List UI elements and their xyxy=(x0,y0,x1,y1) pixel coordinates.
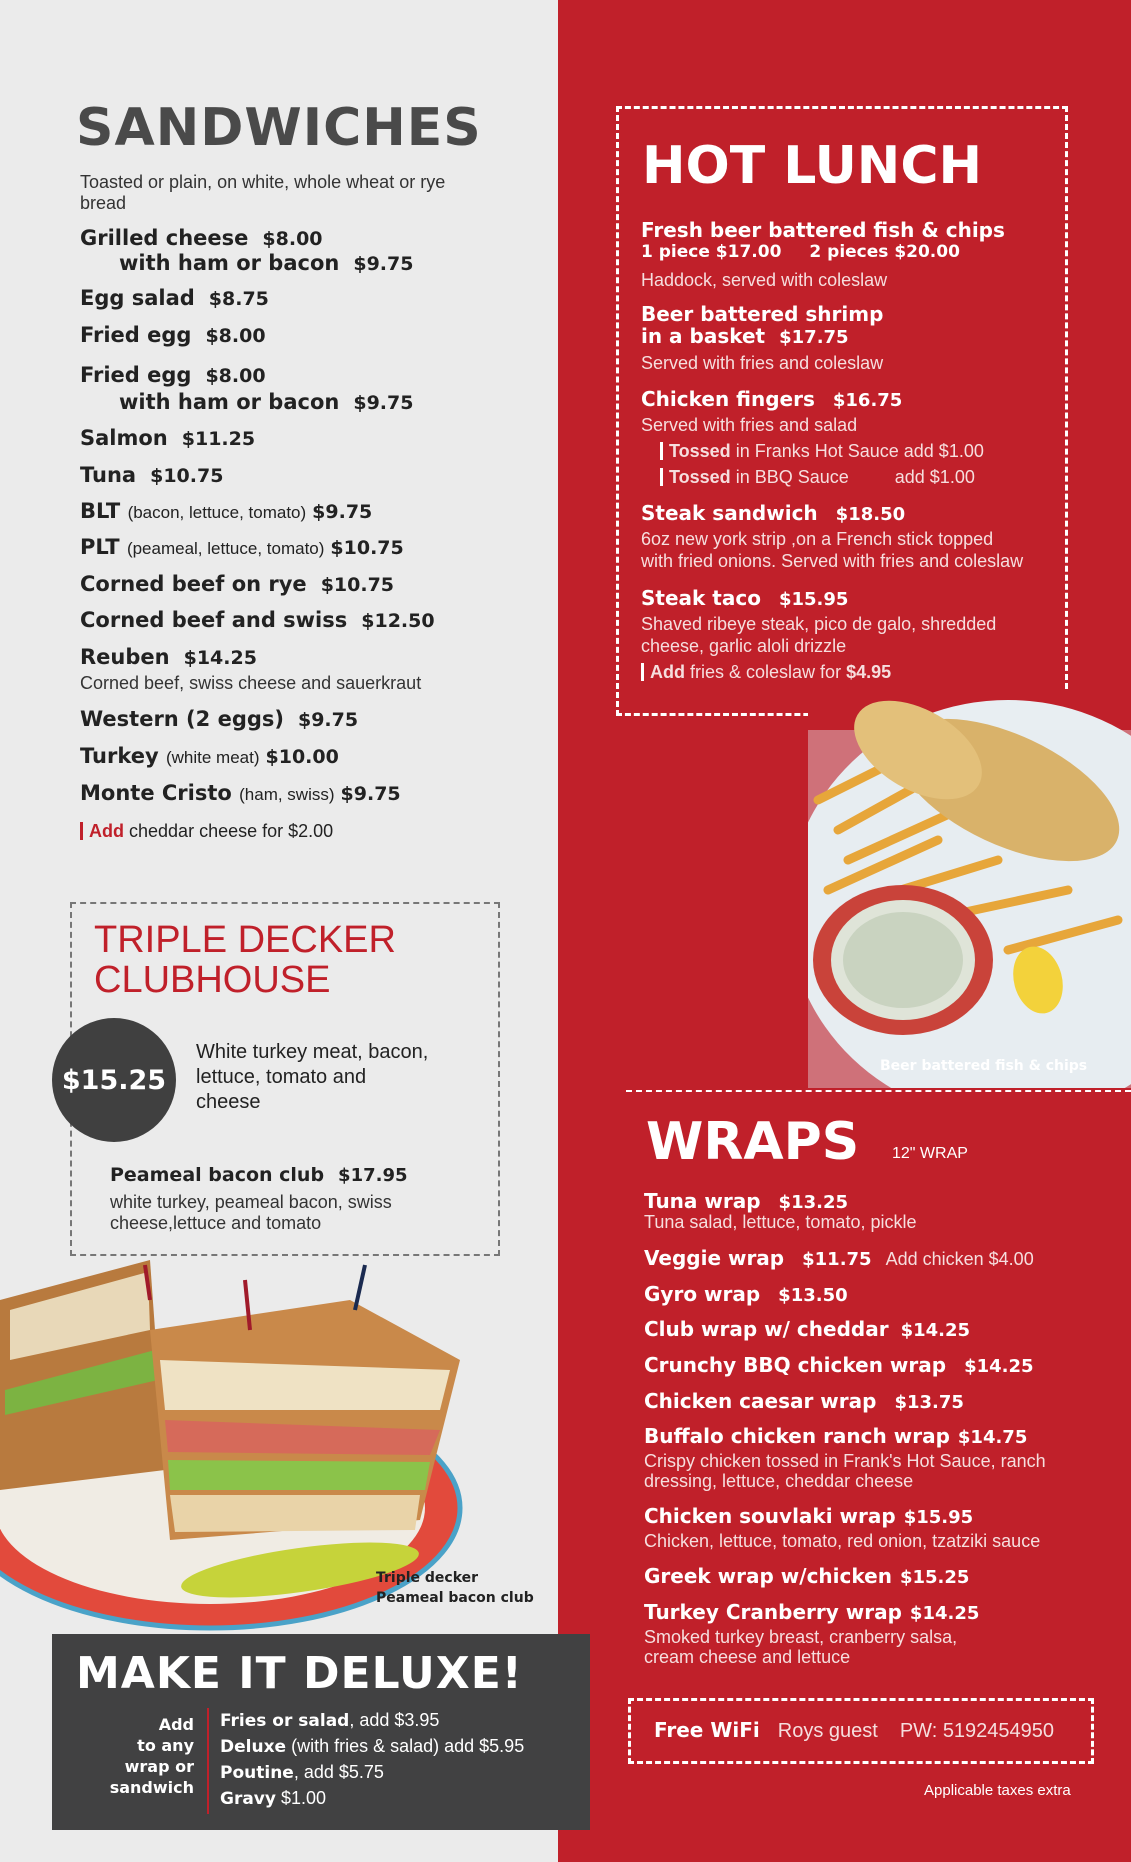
wraps-subtitle: 12" WRAP xyxy=(892,1145,968,1162)
add-on-line: Add cheddar cheese for $2.00 xyxy=(80,821,333,842)
item-description: Chicken, lettuce, tomato, red onion, tzatziki sauce xyxy=(644,1531,1041,1551)
menu-item: Corned beef on rye $10.75 xyxy=(80,572,395,596)
menu-item: Grilled cheese $8.00 xyxy=(80,226,323,250)
hot-lunch-heading: HOT LUNCH xyxy=(642,136,983,196)
menu-item: Chicken caesar wrap $13.75 xyxy=(644,1389,964,1413)
menu-item: Corned beef and swiss $12.50 xyxy=(80,608,435,632)
item-description: Served with fries and coleslaw xyxy=(641,353,884,373)
menu-item: Gyro wrap $13.50 xyxy=(644,1282,848,1306)
item-description: 6oz new york strip ,on a French stick topped xyxy=(641,529,994,549)
menu-item: Monte Cristo (ham, swiss) $9.75 xyxy=(80,781,401,805)
menu-item: Western (2 eggs) $9.75 xyxy=(80,707,359,731)
triple-decker-title: TRIPLE DECKER CLUBHOUSE xyxy=(94,919,396,1001)
item-description: white turkey, peameal bacon, swiss xyxy=(110,1192,392,1212)
triple-decker-description: White turkey meat, bacon, lettuce, tomato and cheese xyxy=(196,1041,429,1113)
photo-caption: Beer battered fish & chips xyxy=(880,1058,1088,1074)
menu-item: Buffalo chicken ranch wrap $14.75 xyxy=(644,1424,1028,1448)
item-description: cheese,lettuce and tomato xyxy=(110,1213,322,1233)
divider xyxy=(660,442,663,460)
menu-item: Chicken souvlaki wrap $15.95 xyxy=(644,1504,974,1528)
item-description: Shaved ribeye steak, pico de galo, shredded xyxy=(641,614,997,634)
deluxe-title: MAKE IT DELUXE! xyxy=(76,1648,523,1699)
menu-item: Tuna $10.75 xyxy=(80,463,224,487)
divider xyxy=(626,1090,1131,1092)
menu-item: Veggie wrap $11.75 Add chicken $4.00 xyxy=(644,1246,1034,1270)
item-description: dressing, lettuce, cheddar cheese xyxy=(644,1471,914,1491)
menu-item: with ham or bacon $9.75 xyxy=(119,390,414,414)
menu-item: Fresh beer battered fish & chips xyxy=(641,218,1005,242)
add-on-line: Add fries & coleslaw for $4.95 xyxy=(641,662,891,683)
item-description: with fried onions. Served with fries and coleslaw xyxy=(641,551,1024,571)
menu-item: Greek wrap w/chicken $15.25 xyxy=(644,1564,970,1588)
item-description: cheese, garlic aloli drizzle xyxy=(641,636,847,656)
sandwiches-heading: SANDWICHES xyxy=(76,98,482,158)
item-description: Served with fries and salad xyxy=(641,415,858,435)
deluxe-side-label: Add to any wrap or sandwich xyxy=(109,1715,194,1797)
item-description: cream cheese and lettuce xyxy=(644,1647,851,1667)
divider xyxy=(207,1708,209,1814)
fish-and-chips-photo xyxy=(808,690,1131,1088)
item-description: Tuna salad, lettuce, tomato, pickle xyxy=(644,1212,917,1232)
menu-item: Salmon $11.25 xyxy=(80,426,256,450)
menu-item: Steak sandwich $18.50 xyxy=(641,501,906,525)
item-description: Corned beef, swiss cheese and sauerkraut xyxy=(80,673,422,693)
divider xyxy=(80,822,83,840)
item-description: Haddock, served with coleslaw xyxy=(641,270,888,290)
menu-item: Peameal bacon club $17.95 xyxy=(110,1164,408,1186)
menu-item: Fried egg $8.00 xyxy=(80,363,266,387)
menu-item: Tuna wrap $13.25 xyxy=(644,1189,849,1213)
wraps-heading: WRAPS xyxy=(646,1112,860,1172)
menu-item: with ham or bacon $9.75 xyxy=(119,251,414,275)
menu-item: BLT (bacon, lettuce, tomato) $9.75 xyxy=(80,499,373,523)
menu-item: Beer battered shrimp xyxy=(641,302,884,326)
wifi-info: Free WiFi Roys guest PW: 5192454950 xyxy=(654,1718,1055,1742)
photo-caption: Peameal bacon club xyxy=(376,1590,534,1606)
add-on-line: Tossed in BBQ Sauce add $1.00 xyxy=(660,467,975,488)
menu-item: Crunchy BBQ chicken wrap $14.25 xyxy=(644,1353,1034,1377)
item-description: Smoked turkey breast, cranberry salsa, xyxy=(644,1627,958,1647)
menu-item: in a basket $17.75 xyxy=(641,324,849,348)
price-badge: $15.25 xyxy=(52,1018,176,1142)
taxes-note: Applicable taxes extra xyxy=(924,1782,1071,1799)
photo-caption: Triple decker xyxy=(376,1570,479,1586)
sandwiches-intro: Toasted or plain, on white, whole wheat or rye bread xyxy=(80,172,446,213)
menu-item: Steak taco $15.95 xyxy=(641,586,849,610)
add-on-line: Tossed in Franks Hot Sauce add $1.00 xyxy=(660,441,984,462)
menu-item: Egg salad $8.75 xyxy=(80,286,269,310)
menu-item: Turkey Cranberry wrap $14.25 xyxy=(644,1600,980,1624)
deluxe-options: Fries or salad, add $3.95 Deluxe (with fries & salad) add $5.95 Poutine, add $5.75 Gravy $1.00 xyxy=(220,1710,525,1809)
divider xyxy=(641,663,644,681)
menu-item: Reuben $14.25 xyxy=(80,645,257,669)
menu-item: Fried egg $8.00 xyxy=(80,323,266,347)
menu-item: PLT (peameal, lettuce, tomato) $10.75 xyxy=(80,535,404,559)
menu-item: Chicken fingers $16.75 xyxy=(641,387,903,411)
divider xyxy=(660,468,663,486)
item-description: Crispy chicken tossed in Frank's Hot Sauce, ranch xyxy=(644,1451,1046,1471)
menu-item: Turkey (white meat) $10.00 xyxy=(80,744,339,768)
menu-item: Club wrap w/ cheddar $14.25 xyxy=(644,1317,971,1341)
item-price: 1 piece $17.00 2 pieces $20.00 xyxy=(641,242,960,262)
